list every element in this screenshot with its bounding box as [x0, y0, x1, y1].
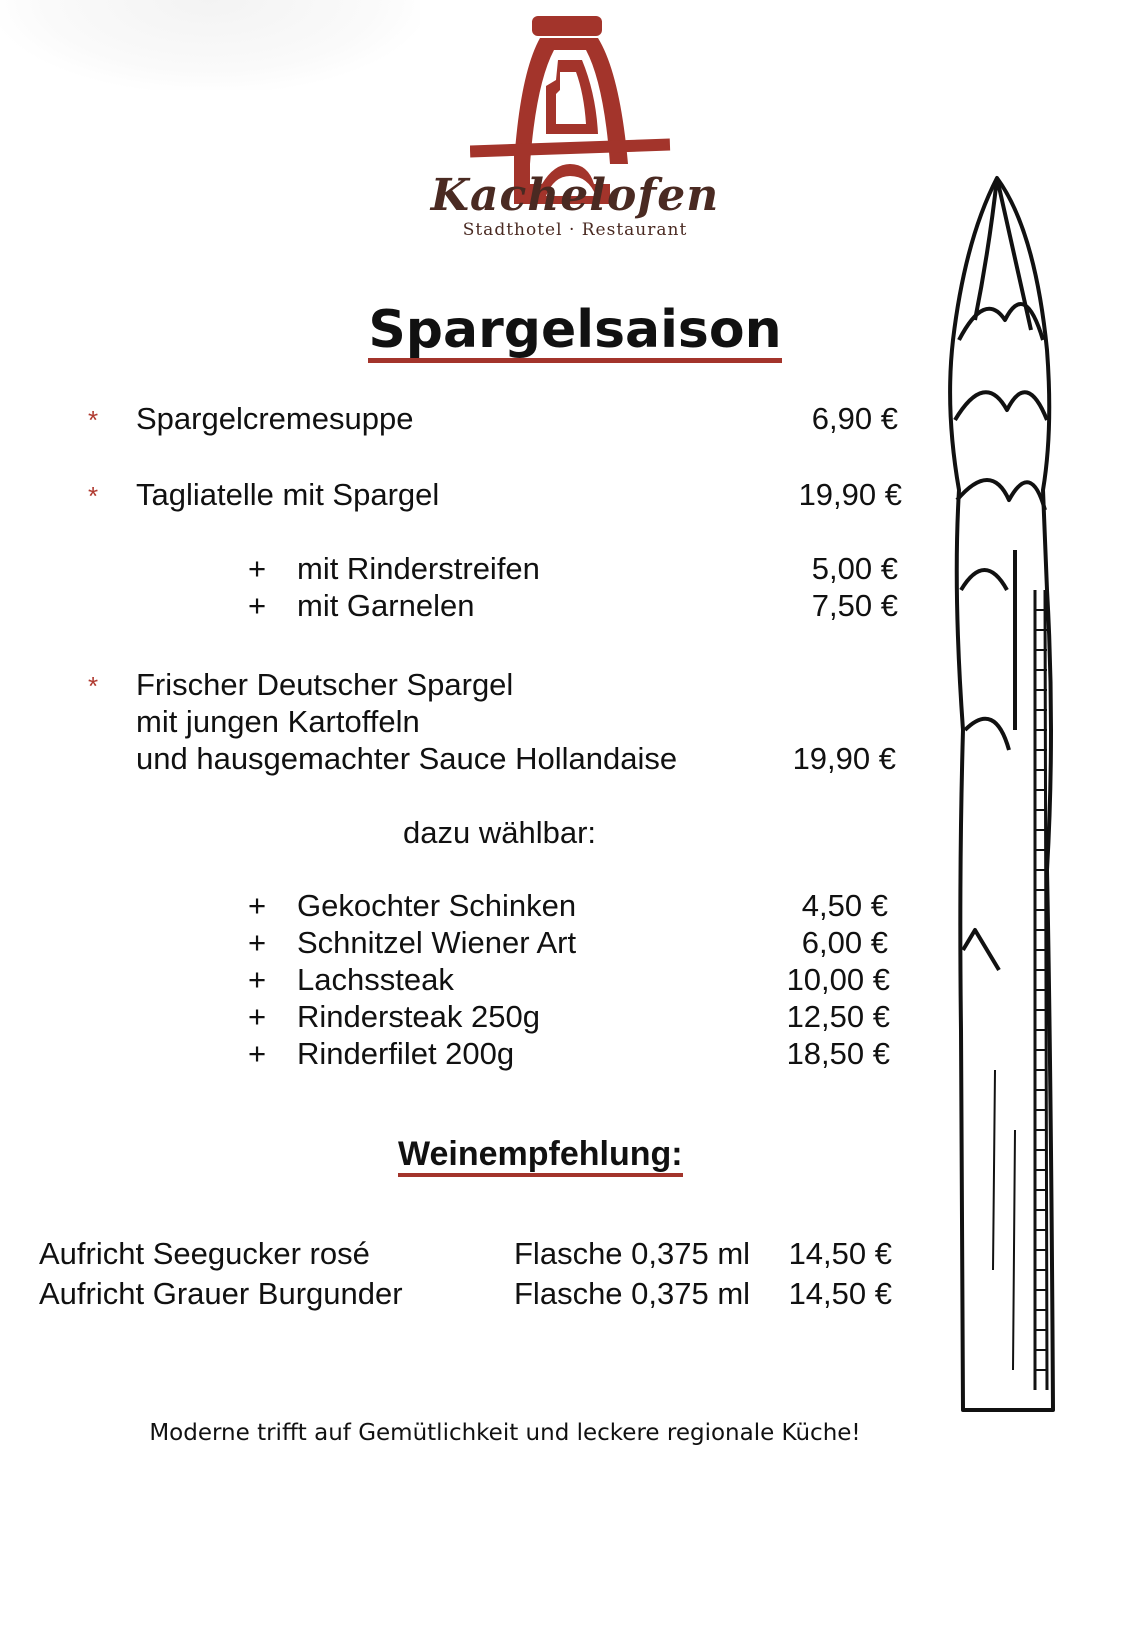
menu-item-name: Tagliatelle mit Spargel [136, 477, 440, 512]
main-dish-bullet [88, 666, 98, 705]
main-dish-price: 19,90 € [792, 741, 896, 776]
background-smudge [0, 0, 420, 90]
wine-size: Flasche 0,375 ml [514, 1236, 751, 1271]
extra-price: 5,00 € [811, 551, 898, 586]
menu-item [88, 476, 98, 515]
option-price: 18,50 € [786, 1036, 890, 1071]
wine-price: 14,50 € [788, 1236, 892, 1271]
main-dish-line: und hausgemachter Sauce Hollandaise [136, 741, 678, 776]
menu-item-price: 19,90 € [798, 477, 902, 512]
brand-name: Kachelofen [430, 170, 720, 221]
option-price: 12,50 € [786, 999, 890, 1034]
option-price: 4,50 € [801, 888, 888, 923]
option-bullet-plus-icon: + [248, 888, 267, 923]
option-price: 6,00 € [801, 925, 888, 960]
option-bullet-plus-icon: + [248, 962, 267, 997]
asparagus-illustration-icon [935, 170, 1095, 1430]
brand-tagline: Stadthotel · Restaurant [462, 220, 688, 240]
menu-item [88, 400, 98, 439]
extra-name: mit Garnelen [297, 588, 475, 623]
bullet-star-icon: * [88, 481, 99, 511]
main-dish-line: mit jungen Kartoffeln [136, 704, 420, 739]
options-label: dazu wählbar: [403, 815, 597, 850]
wine-name: Aufricht Seegucker rosé [39, 1236, 370, 1271]
extra-price: 7,50 € [811, 588, 898, 623]
extra-bullet-plus-icon: + [248, 551, 267, 586]
wine-heading: Weinempfehlung: [398, 1136, 683, 1173]
option-name: Rindersteak 250g [297, 999, 540, 1034]
menu-item-price: 6,90 € [811, 401, 898, 436]
extra-name: mit Rinderstreifen [297, 551, 540, 586]
option-name: Gekochter Schinken [297, 888, 577, 923]
option-name: Rinderfilet 200g [297, 1036, 515, 1071]
bullet-star-icon: * [88, 405, 99, 435]
option-name: Schnitzel Wiener Art [297, 925, 577, 960]
extra-bullet-plus-icon: + [248, 588, 267, 623]
option-price: 10,00 € [786, 962, 890, 997]
page-title: Spargelsaison [300, 300, 850, 363]
option-bullet-plus-icon: + [248, 925, 267, 960]
main-dish-line: Frischer Deutscher Spargel [136, 667, 514, 702]
footer-slogan: Moderne trifft auf Gemütlichkeit und leckere regionale Küche! [149, 1420, 861, 1446]
bullet-star-icon: * [88, 671, 99, 701]
wine-size: Flasche 0,375 ml [514, 1276, 751, 1311]
menu-item-name: Spargelcremesuppe [136, 401, 414, 436]
option-bullet-plus-icon: + [248, 999, 267, 1034]
wine-price: 14,50 € [788, 1276, 892, 1311]
option-bullet-plus-icon: + [248, 1036, 267, 1071]
option-name: Lachssteak [297, 962, 454, 997]
wine-name: Aufricht Grauer Burgunder [39, 1276, 403, 1311]
